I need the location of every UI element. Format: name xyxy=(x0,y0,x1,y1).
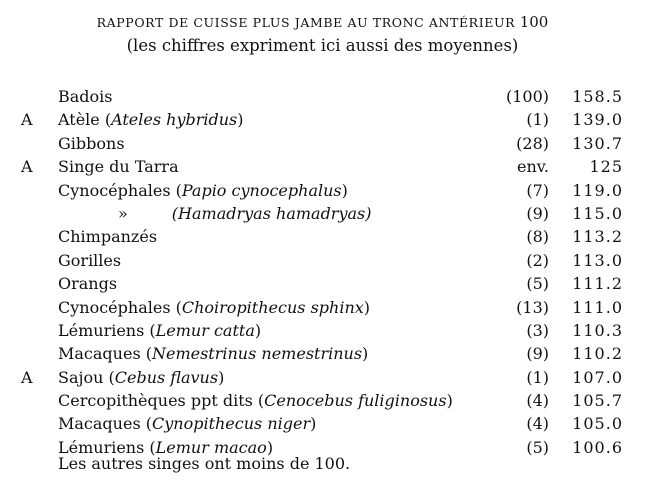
table-row xyxy=(0,412,645,435)
row-species xyxy=(118,202,371,225)
row-marker: A xyxy=(21,110,33,130)
species-common-name: Macaques ( xyxy=(58,414,152,434)
species-common-name: Atèle ( xyxy=(58,110,112,130)
sample-count: (3) xyxy=(526,320,549,340)
species-latin-name: Nemestrinus nemestrinus xyxy=(151,344,363,364)
sample-count: (28) xyxy=(516,133,549,153)
species-closing-paren: ) xyxy=(363,297,371,317)
table-row xyxy=(0,85,645,108)
ratio-value: 115.0 xyxy=(572,203,623,223)
ratio-value: 110.2 xyxy=(572,344,623,364)
row-marker: A xyxy=(21,367,33,387)
ratio-value: 139.0 xyxy=(572,110,623,130)
table-row xyxy=(0,249,645,272)
table-row xyxy=(0,179,645,202)
species-common-name: Lémuriens ( xyxy=(58,437,156,457)
row-species xyxy=(58,155,179,178)
sample-count: (1) xyxy=(526,367,549,387)
table-row xyxy=(0,225,645,248)
sample-count: (2) xyxy=(526,250,549,270)
ratio-value: 105.7 xyxy=(572,391,623,411)
ratio-value: 158.5 xyxy=(572,87,623,106)
species-closing-paren: ) xyxy=(362,344,369,364)
title-number: 100 xyxy=(519,13,549,31)
species-closing-paren: ) xyxy=(218,367,225,387)
sample-count: (5) xyxy=(526,437,549,457)
species-common-name: Lémuriens ( xyxy=(58,320,156,340)
sample-count: env. xyxy=(517,157,549,177)
species-closing-paren: ) xyxy=(446,391,453,411)
table-footnote: Les autres singes ont moins de 100. xyxy=(58,454,351,473)
ratio-value: 107.0 xyxy=(572,367,623,387)
row-species xyxy=(58,366,224,389)
species-latin-name: Cebus flavus xyxy=(114,367,219,387)
row-species xyxy=(58,249,121,272)
species-closing-paren: ) xyxy=(341,180,348,200)
ratio-value: 111.0 xyxy=(572,297,623,317)
table-row xyxy=(0,366,645,389)
table-row xyxy=(0,155,645,178)
species-closing-paren: ) xyxy=(310,414,317,434)
row-species xyxy=(58,272,117,295)
table-subtitle: (les chiffres expriment ici aussi des moyennes) xyxy=(126,36,519,55)
row-species xyxy=(58,412,316,435)
species-common-name: Gorilles xyxy=(58,250,122,270)
table-row xyxy=(0,132,645,155)
row-species xyxy=(58,342,368,365)
species-common-name: Orangs xyxy=(58,274,118,294)
sample-count: (8) xyxy=(526,227,549,247)
species-latin-name: Papio cynocephalus xyxy=(181,180,342,200)
row-species xyxy=(58,389,453,412)
row-species xyxy=(58,319,261,342)
sample-count: (100) xyxy=(505,87,549,106)
ratio-table xyxy=(0,85,645,459)
ratio-value: 105.0 xyxy=(572,414,623,434)
species-common-name: Macaques ( xyxy=(58,344,152,364)
species-latin-name: (Hamadryas hamadryas) xyxy=(171,203,372,223)
sample-count: (13) xyxy=(516,297,549,317)
species-latin-name: Cynopithecus niger xyxy=(151,414,311,434)
ratio-value: 125 xyxy=(589,157,623,177)
ratio-value: 113.2 xyxy=(572,227,623,247)
species-common-name: Cercopithèques ppt dits ( xyxy=(58,391,265,411)
sample-count: (5) xyxy=(526,274,549,294)
species-latin-name: Lemur macao xyxy=(155,437,267,457)
ratio-value: 119.0 xyxy=(572,180,623,200)
species-common-name: Sajou ( xyxy=(58,367,115,387)
species-common-name: Singe du Tarra xyxy=(58,157,179,177)
table-row xyxy=(0,319,645,342)
table-row xyxy=(0,342,645,365)
row-species xyxy=(58,296,370,319)
species-common-name: Cynocéphales ( xyxy=(58,180,182,200)
ratio-value: 113.0 xyxy=(572,250,623,270)
species-common-name: » xyxy=(118,203,128,223)
ratio-value: 100.6 xyxy=(572,437,623,457)
row-species xyxy=(58,108,244,131)
species-latin-name: Choiropithecus sphinx xyxy=(181,297,364,317)
species-latin-name: Cenocebus fuliginosus xyxy=(264,391,447,411)
title-text: RAPPORT DE CUISSE PLUS JAMBE AU TRONC ANTÉRIEUR xyxy=(96,15,516,30)
table-row xyxy=(0,296,645,319)
species-common-name: Chimpanzés xyxy=(58,227,158,247)
species-latin-name: Lemur catta xyxy=(155,320,255,340)
row-species xyxy=(58,179,348,202)
species-closing-paren: ) xyxy=(237,110,244,130)
row-species xyxy=(58,85,113,108)
ratio-value: 110.3 xyxy=(572,320,623,340)
species-latin-name: Ateles hybridus xyxy=(111,110,238,130)
table-row xyxy=(0,272,645,295)
ratio-value: 111.2 xyxy=(572,274,623,294)
sample-count: (9) xyxy=(526,203,549,223)
table-row xyxy=(0,108,645,131)
sample-count: (9) xyxy=(526,344,549,364)
species-common-name: Gibbons xyxy=(58,133,125,153)
sample-count: (7) xyxy=(526,180,549,200)
row-species xyxy=(58,225,157,248)
sample-count: (1) xyxy=(526,110,549,130)
species-closing-paren: ) xyxy=(254,320,262,340)
table-title xyxy=(0,13,645,31)
sample-count: (4) xyxy=(526,414,549,434)
species-closing-paren: ) xyxy=(266,437,274,457)
table-row xyxy=(0,202,645,225)
ratio-value: 130.7 xyxy=(572,133,623,153)
row-species xyxy=(58,132,125,155)
row-marker: A xyxy=(21,157,33,177)
species-common-name: Badois xyxy=(58,87,113,106)
sample-count: (4) xyxy=(526,391,549,411)
table-row xyxy=(0,389,645,412)
species-common-name: Cynocéphales ( xyxy=(58,297,182,317)
